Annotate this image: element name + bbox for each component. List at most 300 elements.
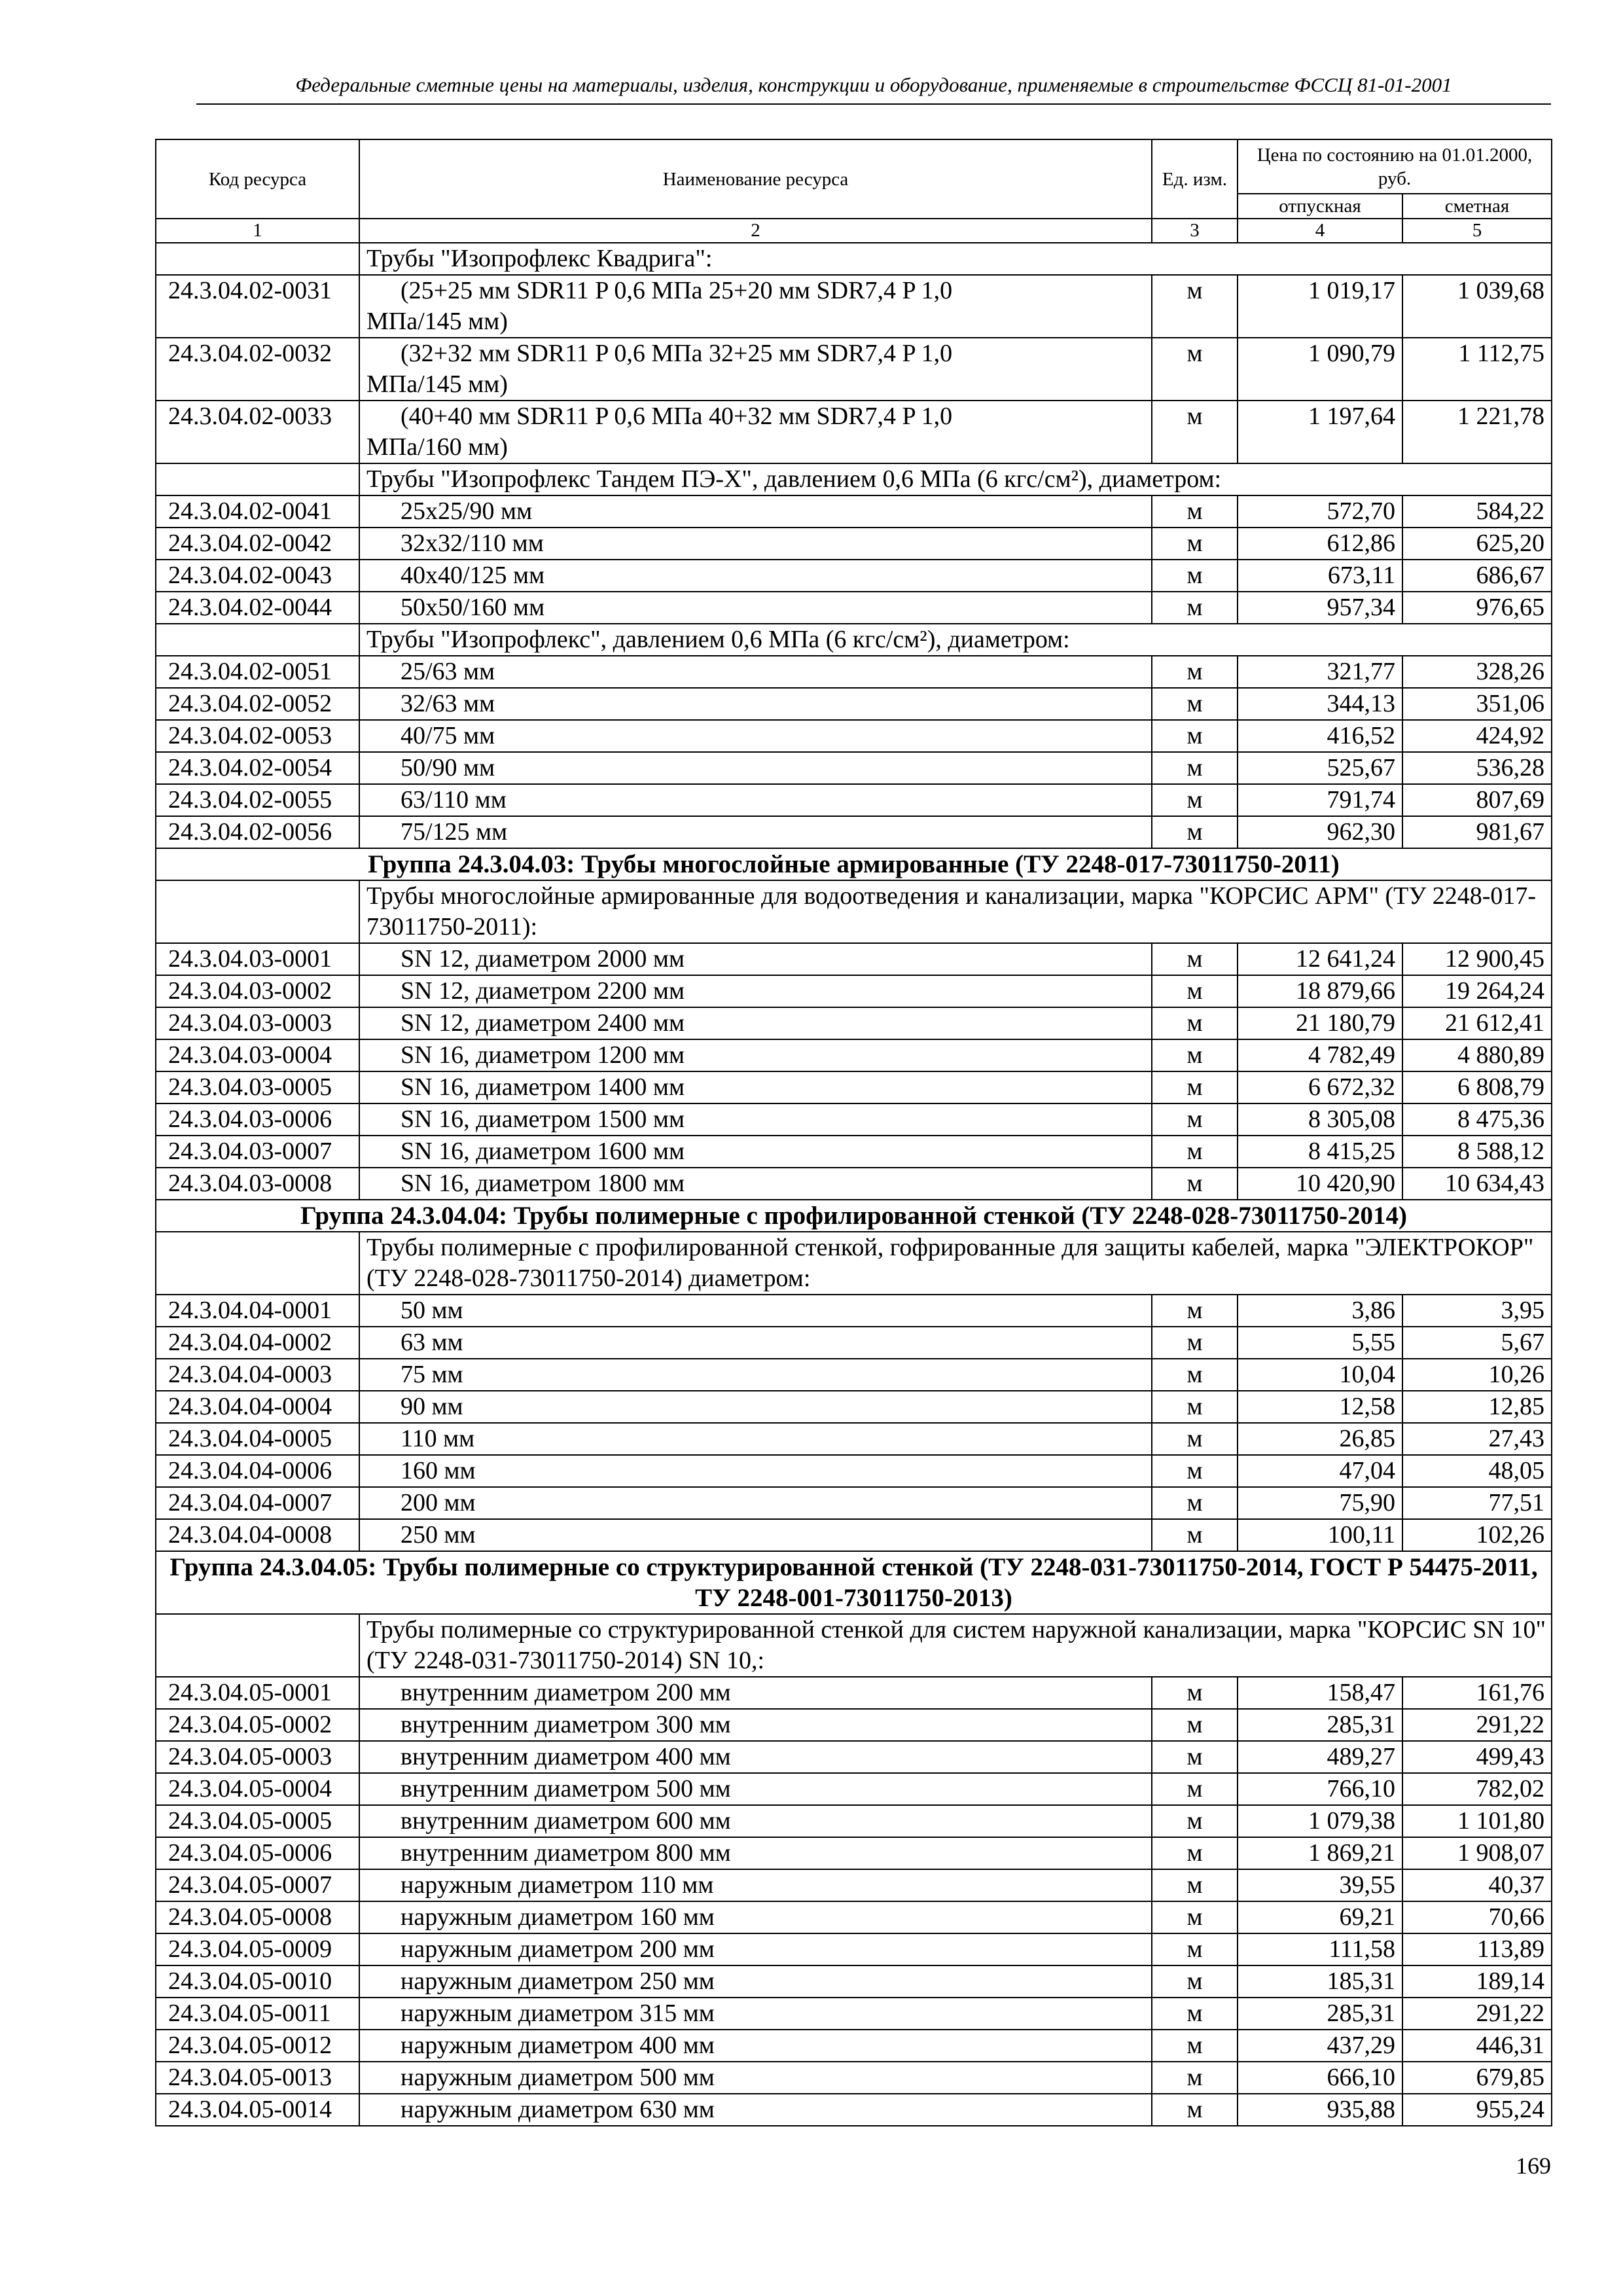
- col-header-code: Код ресурса: [156, 139, 359, 219]
- table-row: [156, 943, 1552, 975]
- price-release: 185,31: [1238, 1965, 1402, 1998]
- price-estimate: 40,37: [1402, 1869, 1552, 1901]
- table-row: [156, 1709, 1552, 1741]
- price-release: 572,70: [1238, 495, 1402, 528]
- resource-name: 25/63 мм: [359, 656, 1152, 688]
- unit: м: [1152, 752, 1238, 784]
- price-estimate: 782,02: [1402, 1773, 1552, 1805]
- resource-name: наружным диаметром 110 мм: [359, 1869, 1152, 1901]
- resource-code: 24.3.04.02-0056: [156, 816, 359, 848]
- empty-cell: [156, 1232, 359, 1295]
- unit: м: [1152, 2062, 1238, 2094]
- price-release: 8 415,25: [1238, 1136, 1402, 1168]
- resource-code: 24.3.04.02-0052: [156, 688, 359, 720]
- table-row: [156, 688, 1552, 720]
- table-row: [156, 1136, 1552, 1168]
- subheading-row: [156, 1614, 1552, 1677]
- price-estimate: 291,22: [1402, 1709, 1552, 1741]
- unit: м: [1152, 1295, 1238, 1327]
- resource-code: 24.3.04.02-0054: [156, 752, 359, 784]
- subheading-row: [156, 624, 1552, 656]
- column-number: 2: [359, 219, 1152, 243]
- price-release: 525,67: [1238, 752, 1402, 784]
- unit: м: [1152, 1103, 1238, 1136]
- price-release: 26,85: [1238, 1423, 1402, 1455]
- subheading-row: [156, 463, 1552, 495]
- price-estimate: 8 475,36: [1402, 1103, 1552, 1136]
- resource-name: внутренним диаметром 800 мм: [359, 1837, 1152, 1869]
- resource-name: SN 16, диаметром 1600 мм: [359, 1136, 1152, 1168]
- price-estimate: 424,92: [1402, 720, 1552, 752]
- resource-name: SN 16, диаметром 1400 мм: [359, 1071, 1152, 1103]
- resource-name: наружным диаметром 500 мм: [359, 2062, 1152, 2094]
- subheading-row: [156, 243, 1552, 275]
- unit: м: [1152, 1071, 1238, 1103]
- resource-code: 24.3.04.05-0010: [156, 1965, 359, 1998]
- price-estimate: 499,43: [1402, 1741, 1552, 1773]
- price-estimate: 10,26: [1402, 1359, 1552, 1391]
- unit: м: [1152, 560, 1238, 592]
- resource-name: 50x50/160 мм: [359, 592, 1152, 624]
- price-release: 8 305,08: [1238, 1103, 1402, 1136]
- table-row: [156, 1741, 1552, 1773]
- unit: м: [1152, 1869, 1238, 1901]
- unit: м: [1152, 592, 1238, 624]
- table-row: [156, 495, 1552, 528]
- unit: м: [1152, 943, 1238, 975]
- unit: м: [1152, 2094, 1238, 2126]
- resource-code: 24.3.04.05-0005: [156, 1805, 359, 1837]
- price-release: 1 079,38: [1238, 1805, 1402, 1837]
- unit: м: [1152, 1519, 1238, 1551]
- resource-name: 50 мм: [359, 1295, 1152, 1327]
- resource-name: наружным диаметром 200 мм: [359, 1933, 1152, 1965]
- price-estimate: 807,69: [1402, 784, 1552, 816]
- unit: м: [1152, 495, 1238, 528]
- price-estimate: 8 588,12: [1402, 1136, 1552, 1168]
- price-estimate: 4 880,89: [1402, 1039, 1552, 1071]
- price-release: 612,86: [1238, 528, 1402, 560]
- price-release: 437,29: [1238, 2030, 1402, 2062]
- table-body: [156, 243, 1552, 2126]
- group-heading: Группа 24.3.04.05: Трубы полимерные со структурированной стенкой (ТУ 2248-031-73011750-2014, ГОСТ Р 54475-2011, ТУ 2248-001-73011750-2013): [156, 1551, 1552, 1614]
- unit: м: [1152, 528, 1238, 560]
- resource-code: 24.3.04.02-0042: [156, 528, 359, 560]
- resource-code: 24.3.04.05-0006: [156, 1837, 359, 1869]
- subheading-row: [156, 880, 1552, 943]
- price-release: 1 869,21: [1238, 1837, 1402, 1869]
- unit: м: [1152, 1965, 1238, 1998]
- resource-name: 63 мм: [359, 1327, 1152, 1359]
- table-row: [156, 560, 1552, 592]
- resource-name: наружным диаметром 250 мм: [359, 1965, 1152, 1998]
- resource-code: 24.3.04.02-0053: [156, 720, 359, 752]
- resource-code: 24.3.04.05-0014: [156, 2094, 359, 2126]
- unit: м: [1152, 656, 1238, 688]
- resource-code: 24.3.04.05-0003: [156, 1741, 359, 1773]
- price-estimate: 77,51: [1402, 1487, 1552, 1519]
- resource-name: наружным диаметром 160 мм: [359, 1901, 1152, 1933]
- price-release: 100,11: [1238, 1519, 1402, 1551]
- price-release: 158,47: [1238, 1677, 1402, 1709]
- unit: м: [1152, 1805, 1238, 1837]
- resource-name: наружным диаметром 315 мм: [359, 1998, 1152, 2030]
- column-number: 5: [1402, 219, 1552, 243]
- unit: м: [1152, 816, 1238, 848]
- col-header-price-estimate: сметная: [1402, 194, 1552, 219]
- table-row: [156, 752, 1552, 784]
- empty-cell: [156, 624, 359, 656]
- price-release: 69,21: [1238, 1901, 1402, 1933]
- resource-name: внутренним диаметром 200 мм: [359, 1677, 1152, 1709]
- unit: м: [1152, 1455, 1238, 1487]
- resource-code: 24.3.04.03-0007: [156, 1136, 359, 1168]
- resource-code: 24.3.04.04-0001: [156, 1295, 359, 1327]
- resource-name: SN 12, диаметром 2400 мм: [359, 1007, 1152, 1039]
- price-release: 935,88: [1238, 2094, 1402, 2126]
- price-estimate: 446,31: [1402, 2030, 1552, 2062]
- resource-code: 24.3.04.02-0051: [156, 656, 359, 688]
- price-estimate: 1 039,68: [1402, 275, 1552, 338]
- price-release: 12 641,24: [1238, 943, 1402, 975]
- price-release: 962,30: [1238, 816, 1402, 848]
- unit: м: [1152, 1359, 1238, 1391]
- price-estimate: 291,22: [1402, 1998, 1552, 2030]
- table-row: [156, 1965, 1552, 1998]
- table-row: [156, 784, 1552, 816]
- table-row: [156, 1837, 1552, 1869]
- price-estimate: 1 221,78: [1402, 401, 1552, 463]
- table-row: [156, 275, 1552, 338]
- price-estimate: 3,95: [1402, 1295, 1552, 1327]
- price-estimate: 584,22: [1402, 495, 1552, 528]
- empty-cell: [156, 1614, 359, 1677]
- resource-code: 24.3.04.04-0006: [156, 1455, 359, 1487]
- table-row: [156, 1423, 1552, 1455]
- subheading: Трубы полимерные с профилированной стенкой, гофрированные для защиты кабелей, марка "ЭЛЕКТРОКОР" (ТУ 2248-028-73011750-2014) диаметром:: [359, 1232, 1552, 1295]
- table-row: [156, 1773, 1552, 1805]
- resource-name: SN 16, диаметром 1500 мм: [359, 1103, 1152, 1136]
- table-row: [156, 592, 1552, 624]
- resource-name: 75 мм: [359, 1359, 1152, 1391]
- resource-code: 24.3.04.04-0003: [156, 1359, 359, 1391]
- table-row: [156, 720, 1552, 752]
- unit: м: [1152, 1168, 1238, 1200]
- resource-name: 50/90 мм: [359, 752, 1152, 784]
- table-row: [156, 1359, 1552, 1391]
- price-estimate: 1 112,75: [1402, 338, 1552, 401]
- table-row: [156, 1103, 1552, 1136]
- price-estimate: 955,24: [1402, 2094, 1552, 2126]
- table-row: [156, 1805, 1552, 1837]
- resource-name: (25+25 мм SDR11 P 0,6 МПа 25+20 мм SDR7,4 P 1,0 МПа/145 мм): [359, 275, 1152, 338]
- subheading-row: [156, 1232, 1552, 1295]
- price-estimate: 328,26: [1402, 656, 1552, 688]
- price-estimate: 1 908,07: [1402, 1837, 1552, 1869]
- unit: м: [1152, 1007, 1238, 1039]
- resource-code: 24.3.04.04-0005: [156, 1423, 359, 1455]
- price-release: 1 090,79: [1238, 338, 1402, 401]
- price-release: 6 672,32: [1238, 1071, 1402, 1103]
- price-estimate: 21 612,41: [1402, 1007, 1552, 1039]
- resource-name: SN 16, диаметром 1200 мм: [359, 1039, 1152, 1071]
- table-row: [156, 338, 1552, 401]
- unit: м: [1152, 1933, 1238, 1965]
- resource-name: 75/125 мм: [359, 816, 1152, 848]
- price-estimate: 48,05: [1402, 1455, 1552, 1487]
- resource-name: (32+32 мм SDR11 P 0,6 МПа 32+25 мм SDR7,4 P 1,0 МПа/145 мм): [359, 338, 1152, 401]
- resource-code: 24.3.04.02-0032: [156, 338, 359, 401]
- unit: м: [1152, 1677, 1238, 1709]
- table-row: [156, 1039, 1552, 1071]
- unit: м: [1152, 784, 1238, 816]
- resource-code: 24.3.04.03-0006: [156, 1103, 359, 1136]
- resource-name: 110 мм: [359, 1423, 1152, 1455]
- table-row: [156, 1933, 1552, 1965]
- resource-code: 24.3.04.05-0008: [156, 1901, 359, 1933]
- resource-code: 24.3.04.05-0009: [156, 1933, 359, 1965]
- table-row: [156, 1677, 1552, 1709]
- group-heading: Группа 24.3.04.03: Трубы многослойные армированные (ТУ 2248-017-73011750-2011): [156, 848, 1552, 880]
- page-number: 169: [1516, 2153, 1551, 2179]
- resource-code: 24.3.04.05-0013: [156, 2062, 359, 2094]
- resource-name: 200 мм: [359, 1487, 1152, 1519]
- resource-name: наружным диаметром 630 мм: [359, 2094, 1152, 2126]
- col-header-price-release: отпускная: [1238, 194, 1402, 219]
- col-header-name: Наименование ресурса: [359, 139, 1152, 219]
- price-estimate: 5,67: [1402, 1327, 1552, 1359]
- unit: м: [1152, 1901, 1238, 1933]
- resource-code: 24.3.04.02-0033: [156, 401, 359, 463]
- unit: м: [1152, 688, 1238, 720]
- resource-name: 40x40/125 мм: [359, 560, 1152, 592]
- resource-name: 25x25/90 мм: [359, 495, 1152, 528]
- price-release: 47,04: [1238, 1455, 1402, 1487]
- resource-code: 24.3.04.04-0004: [156, 1391, 359, 1423]
- resource-name: 40/75 мм: [359, 720, 1152, 752]
- price-estimate: 1 101,80: [1402, 1805, 1552, 1837]
- title-rule: [196, 103, 1551, 105]
- group-heading: Группа 24.3.04.04: Трубы полимерные с профилированной стенкой (ТУ 2248-028-73011750-2014): [156, 1200, 1552, 1232]
- empty-cell: [156, 880, 359, 943]
- table-row: [156, 656, 1552, 688]
- table-row: [156, 1487, 1552, 1519]
- table-row: [156, 816, 1552, 848]
- table-row: [156, 2030, 1552, 2062]
- price-estimate: 6 808,79: [1402, 1071, 1552, 1103]
- price-release: 416,52: [1238, 720, 1402, 752]
- table-row: [156, 1071, 1552, 1103]
- unit: м: [1152, 401, 1238, 463]
- price-release: 111,58: [1238, 1933, 1402, 1965]
- col-header-unit: Ед. изм.: [1152, 139, 1238, 219]
- unit: м: [1152, 1327, 1238, 1359]
- resource-code: 24.3.04.04-0007: [156, 1487, 359, 1519]
- resource-name: 32/63 мм: [359, 688, 1152, 720]
- resource-code: 24.3.04.02-0031: [156, 275, 359, 338]
- table-row: [156, 528, 1552, 560]
- price-release: 285,31: [1238, 1709, 1402, 1741]
- subheading: Трубы полимерные со структурированной стенкой для систем наружной канализации, марка "КОРСИС SN 10" (ТУ 2248-031-73011750-2014) SN 10,:: [359, 1614, 1552, 1677]
- price-estimate: 976,65: [1402, 592, 1552, 624]
- table-row: [156, 1901, 1552, 1933]
- table-row: [156, 2094, 1552, 2126]
- unit: м: [1152, 2030, 1238, 2062]
- price-release: 18 879,66: [1238, 975, 1402, 1007]
- col-header-price-group: Цена по состоянию на 01.01.2000, руб.: [1238, 139, 1552, 194]
- price-estimate: 12 900,45: [1402, 943, 1552, 975]
- price-estimate: 536,28: [1402, 752, 1552, 784]
- resource-code: 24.3.04.02-0044: [156, 592, 359, 624]
- table-row: [156, 1869, 1552, 1901]
- price-release: 673,11: [1238, 560, 1402, 592]
- resource-name: внутренним диаметром 300 мм: [359, 1709, 1152, 1741]
- table-row: [156, 1998, 1552, 2030]
- unit: м: [1152, 275, 1238, 338]
- price-release: 285,31: [1238, 1998, 1402, 2030]
- group-heading-row: [156, 848, 1552, 880]
- price-estimate: 27,43: [1402, 1423, 1552, 1455]
- price-estimate: 351,06: [1402, 688, 1552, 720]
- table-row: [156, 975, 1552, 1007]
- resource-name: 63/110 мм: [359, 784, 1152, 816]
- table-row: [156, 1007, 1552, 1039]
- price-release: 766,10: [1238, 1773, 1402, 1805]
- unit: м: [1152, 1741, 1238, 1773]
- price-release: 4 782,49: [1238, 1039, 1402, 1071]
- column-number: 3: [1152, 219, 1238, 243]
- resource-name: 32x32/110 мм: [359, 528, 1152, 560]
- price-release: 39,55: [1238, 1869, 1402, 1901]
- resource-code: 24.3.04.05-0012: [156, 2030, 359, 2062]
- resource-code: 24.3.04.05-0011: [156, 1998, 359, 2030]
- resource-name: 90 мм: [359, 1391, 1152, 1423]
- unit: м: [1152, 1773, 1238, 1805]
- unit: м: [1152, 1487, 1238, 1519]
- resource-name: 160 мм: [359, 1455, 1152, 1487]
- empty-cell: [156, 463, 359, 495]
- resource-code: 24.3.04.02-0043: [156, 560, 359, 592]
- table-row: [156, 401, 1552, 463]
- price-release: 321,77: [1238, 656, 1402, 688]
- resource-name: SN 12, диаметром 2200 мм: [359, 975, 1152, 1007]
- table-row: [156, 1391, 1552, 1423]
- price-release: 1 019,17: [1238, 275, 1402, 338]
- resource-code: 24.3.04.02-0055: [156, 784, 359, 816]
- price-release: 5,55: [1238, 1327, 1402, 1359]
- unit: м: [1152, 1391, 1238, 1423]
- price-release: 3,86: [1238, 1295, 1402, 1327]
- unit: м: [1152, 975, 1238, 1007]
- unit: м: [1152, 1039, 1238, 1071]
- price-estimate: 161,76: [1402, 1677, 1552, 1709]
- unit: м: [1152, 1998, 1238, 2030]
- page-sheet: [155, 139, 1551, 2179]
- price-release: 12,58: [1238, 1391, 1402, 1423]
- table-row: [156, 2062, 1552, 2094]
- price-estimate: 981,67: [1402, 816, 1552, 848]
- resource-code: 24.3.04.04-0008: [156, 1519, 359, 1551]
- resource-code: 24.3.04.05-0007: [156, 1869, 359, 1901]
- resource-code: 24.3.04.03-0003: [156, 1007, 359, 1039]
- resource-code: 24.3.04.05-0004: [156, 1773, 359, 1805]
- price-release: 10 420,90: [1238, 1168, 1402, 1200]
- resource-name: наружным диаметром 400 мм: [359, 2030, 1152, 2062]
- price-release: 10,04: [1238, 1359, 1402, 1391]
- price-estimate: 686,67: [1402, 560, 1552, 592]
- price-release: 666,10: [1238, 2062, 1402, 2094]
- column-number: 4: [1238, 219, 1402, 243]
- price-release: 1 197,64: [1238, 401, 1402, 463]
- price-estimate: 113,89: [1402, 1933, 1552, 1965]
- price-release: 21 180,79: [1238, 1007, 1402, 1039]
- price-estimate: 625,20: [1402, 528, 1552, 560]
- unit: м: [1152, 338, 1238, 401]
- price-release: 791,74: [1238, 784, 1402, 816]
- price-estimate: 12,85: [1402, 1391, 1552, 1423]
- unit: м: [1152, 720, 1238, 752]
- price-release: 75,90: [1238, 1487, 1402, 1519]
- column-numbers-row: [156, 219, 1552, 243]
- resource-code: 24.3.04.03-0005: [156, 1071, 359, 1103]
- subheading: Трубы "Изопрофлекс", давлением 0,6 МПа (6 кгс/см²), диаметром:: [359, 624, 1552, 656]
- price-release: 489,27: [1238, 1741, 1402, 1773]
- resource-name: внутренним диаметром 500 мм: [359, 1773, 1152, 1805]
- price-estimate: 679,85: [1402, 2062, 1552, 2094]
- resource-code: 24.3.04.05-0002: [156, 1709, 359, 1741]
- empty-cell: [156, 243, 359, 275]
- unit: м: [1152, 1136, 1238, 1168]
- price-release: 344,13: [1238, 688, 1402, 720]
- subheading: Трубы "Изопрофлекс Тандем ПЭ-Х", давлением 0,6 МПа (6 кгс/см²), диаметром:: [359, 463, 1552, 495]
- resource-name: внутренним диаметром 400 мм: [359, 1741, 1152, 1773]
- unit: м: [1152, 1709, 1238, 1741]
- resource-name: внутренним диаметром 600 мм: [359, 1805, 1152, 1837]
- resource-name: SN 16, диаметром 1800 мм: [359, 1168, 1152, 1200]
- subheading: Трубы "Изопрофлекс Квадрига":: [359, 243, 1552, 275]
- running-title: Федеральные сметные цены на материалы, изделия, конструкции и оборудование, применяемые в строительстве ФССЦ 81-01-2001: [295, 73, 1452, 96]
- table-row: [156, 1519, 1552, 1551]
- column-number: 1: [156, 219, 359, 243]
- price-estimate: 102,26: [1402, 1519, 1552, 1551]
- resource-code: 24.3.04.02-0041: [156, 495, 359, 528]
- table-row: [156, 1455, 1552, 1487]
- group-heading-row: [156, 1551, 1552, 1614]
- resource-code: 24.3.04.04-0002: [156, 1327, 359, 1359]
- unit: м: [1152, 1837, 1238, 1869]
- resource-name: SN 12, диаметром 2000 мм: [359, 943, 1152, 975]
- resource-code: 24.3.04.03-0002: [156, 975, 359, 1007]
- price-estimate: 70,66: [1402, 1901, 1552, 1933]
- price-estimate: 10 634,43: [1402, 1168, 1552, 1200]
- unit: м: [1152, 1423, 1238, 1455]
- subheading: Трубы многослойные армированные для водоотведения и канализации, марка "КОРСИС АРМ" (ТУ 2248-017-73011750-2011):: [359, 880, 1552, 943]
- resource-code: 24.3.04.03-0008: [156, 1168, 359, 1200]
- price-table: [155, 139, 1552, 2126]
- price-estimate: 19 264,24: [1402, 975, 1552, 1007]
- table-row: [156, 1168, 1552, 1200]
- resource-code: 24.3.04.03-0001: [156, 943, 359, 975]
- resource-code: 24.3.04.03-0004: [156, 1039, 359, 1071]
- resource-code: 24.3.04.05-0001: [156, 1677, 359, 1709]
- group-heading-row: [156, 1200, 1552, 1232]
- price-release: 957,34: [1238, 592, 1402, 624]
- table-row: [156, 1295, 1552, 1327]
- resource-name: (40+40 мм SDR11 P 0,6 МПа 40+32 мм SDR7,4 P 1,0 МПа/160 мм): [359, 401, 1152, 463]
- price-estimate: 189,14: [1402, 1965, 1552, 1998]
- table-row: [156, 1327, 1552, 1359]
- resource-name: 250 мм: [359, 1519, 1152, 1551]
